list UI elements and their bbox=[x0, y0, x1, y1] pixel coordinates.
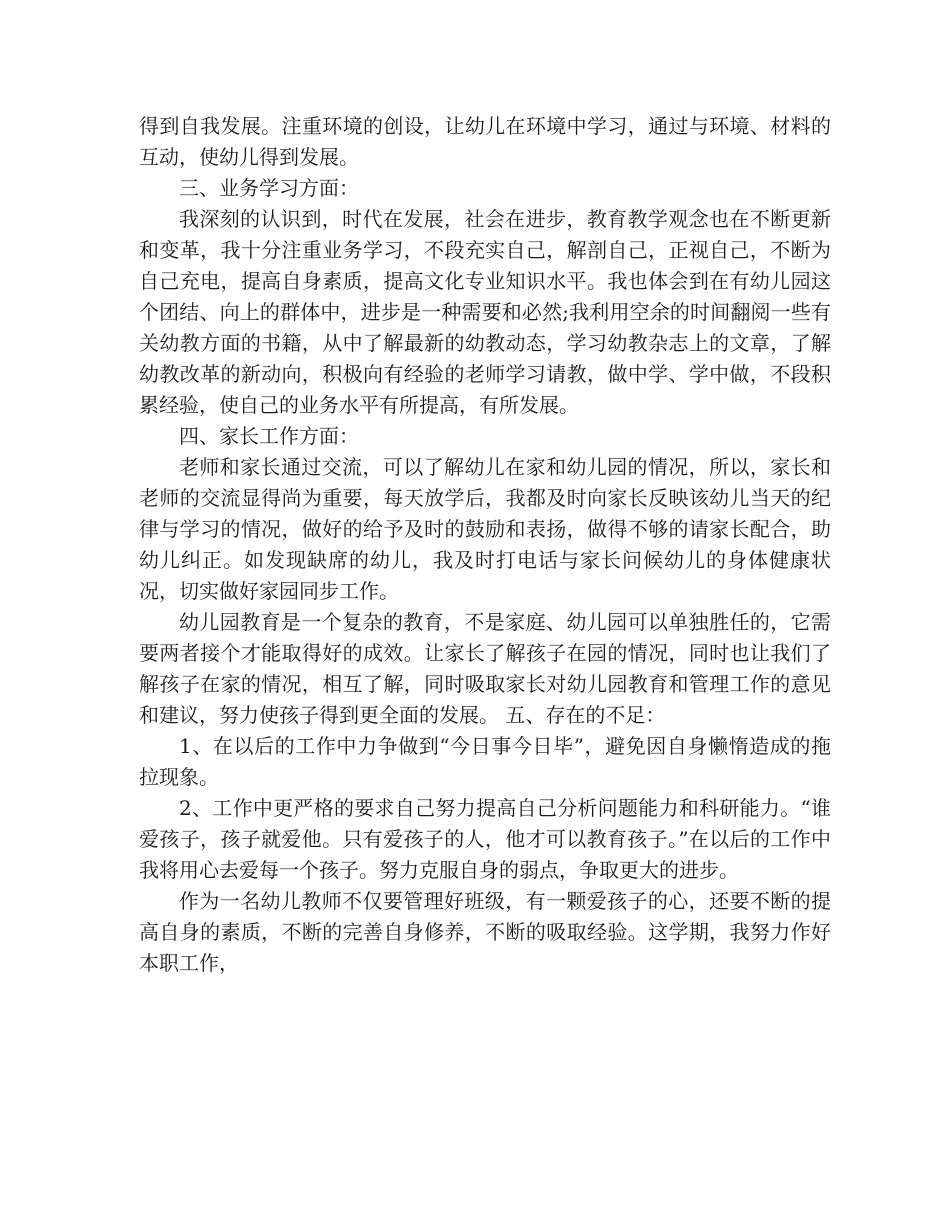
paragraph-continuation: 得到自我发展。注重环境的创设，让幼儿在环境中学习，通过与环境、材料的互动，使幼儿得到发展。 bbox=[139, 114, 831, 169]
paragraph-closing: 作为一名幼儿教师不仅要管理好班级，有一颗爱孩子的心，还要不断的提高自身的素质，不断的完善自身修养，不断的吸取经验。这学期，我努力作好本职工作， bbox=[139, 889, 831, 975]
list-item-1: 1、在以后的工作中力争做到“今日事今日毕”，避免因自身懒惰造成的拖拉现象。 bbox=[139, 734, 831, 789]
paragraph-kindergarten-education: 幼儿园教育是一个复杂的教育，不是家庭、幼儿园可以单独胜任的，它需要两者接个才能取得好的成效。让家长了解孩子在园的情况，同时也让我们了解孩子在家的情况，相互了解，同时吸取家长对幼儿园教育和管理工作的意见和建议，努力使孩子得到更全面的发展。 五、存在的不足： bbox=[139, 610, 831, 727]
section-heading-parents: 四、家长工作方面： bbox=[179, 424, 359, 448]
section-heading-study: 三、业务学习方面： bbox=[179, 176, 359, 200]
paragraph-parents: 老师和家长通过交流，可以了解幼儿在家和幼儿园的情况，所以，家长和老师的交流显得尚为重要，每天放学后，我都及时向家长反映该幼儿当天的纪律与学习的情况，做好的给予及时的鼓励和表扬，做得不够的请家长配合，助幼儿纠正。如发现缺席的幼儿，我及时打电话与家长问候幼儿的身体健康状况，切实做好家园同步工作。 bbox=[139, 455, 831, 603]
list-item-2: 2、工作中更严格的要求自己努力提高自己分析问题能力和科研能力。“谁爱孩子，孩子就爱他。只有爱孩子的人，他才可以教育孩子。”在以后的工作中我将用心去爱每一个孩子。努力克服自身的弱点，争取更大的进步。 bbox=[139, 796, 831, 882]
paragraph-study: 我深刻的认识到，时代在发展，社会在进步，教育教学观念也在不断更新和变革，我十分注重业务学习，不段充实自己，解剖自己，正视自己，不断为自己充电，提高自身素质，提高文化专业知识水平。我也体会到在有幼儿园这个团结、向上的群体中，进步是一种需要和必然;我利用空余的时间翻阅一些有关幼教方面的书籍，从中了解最新的幼教动态，学习幼教杂志上的文章，了解幼教改革的新动向，积极向有经验的老师学习请教，做中学、学中做，不段积累经验，使自己的业务水平有所提高，有所发展。 bbox=[139, 207, 831, 417]
document-body bbox=[139, 111, 831, 979]
